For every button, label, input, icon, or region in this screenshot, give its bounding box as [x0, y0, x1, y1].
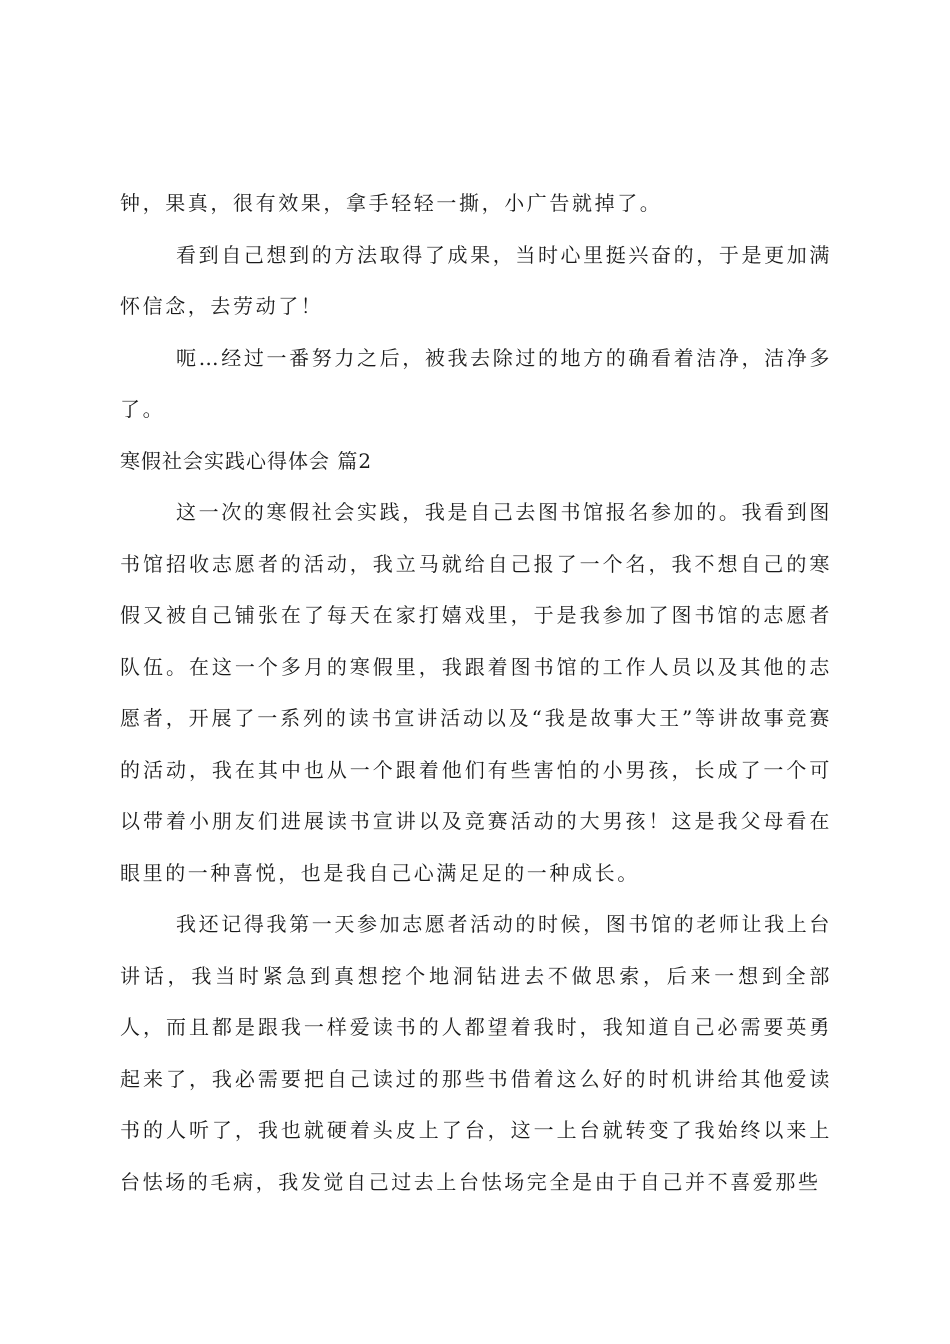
paragraph: 我还记得我第一天参加志愿者活动的时候，图书馆的老师让我上台讲话，我当时紧急到真想挖个地洞钻进去不做思索，后来一想到全部人，而且都是跟我一样爱读书的人都望着我时，我知道自己必需要英勇起来了，我必需要把自己读过的那些书借着这么好的时机讲给其他爱读书的人听了，我也就硬着头皮上了台，这一上台就转变了我始终以来上台怯场的毛病，我发觉自己过去上台怯场完全是由于自己并不喜爱那些: [120, 912, 832, 1194]
paragraph: 这一次的寒假社会实践，我是自己去图书馆报名参加的。我看到图书馆招收志愿者的活动，我立马就给自己报了一个名，我不想自己的寒假又被自己铺张在了每天在家打嬉戏里，于是我参加了图书馆的志愿者队伍。在这一个多月的寒假里，我跟着图书馆的工作人员以及其他的志愿者，开展了一系列的读书宣讲活动以及“我是故事大王”等讲故事竞赛的活动，我在其中也从一个跟着他们有些害怕的小男孩，长成了一个可以带着小朋友们进展读书宣讲以及竞赛活动的大男孩！这是我父母看在眼里的一种喜悦，也是我自己心满足足的一种成长。: [120, 500, 832, 885]
document-body: [120, 178, 832, 1208]
paragraph-continuation: 钟，果真，很有效果，拿手轻轻一撕，小广告就掉了。: [120, 191, 663, 215]
section-heading: 寒假社会实践心得体会 篇2: [120, 448, 373, 473]
paragraph: 看到自己想到的方法取得了成果，当时心里挺兴奋的，于是更加满怀信念，去劳动了！: [120, 242, 832, 318]
paragraph: 呃…经过一番努力之后，被我去除过的地方的确看着洁净，洁净多了。: [120, 345, 832, 421]
